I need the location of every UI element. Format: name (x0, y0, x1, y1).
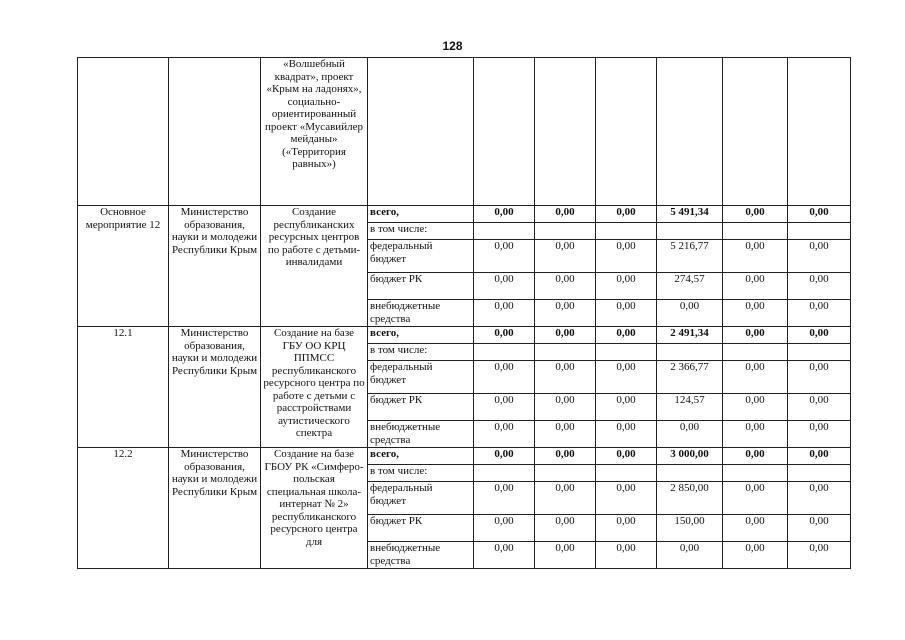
funding-type: бюджет РК (368, 515, 474, 542)
amount-cell: 0,00 (596, 240, 657, 273)
amount-cell (788, 465, 851, 482)
amount-cell: 0,00 (723, 361, 788, 394)
activity-description: Создание республиканских ресурсных центров по работе с детьми-инвалидами (261, 206, 368, 327)
amount-cell (535, 344, 596, 361)
amount-cell: 0,00 (596, 300, 657, 327)
amount-cell: 0,00 (474, 542, 535, 569)
funding-type: бюджет РК (368, 273, 474, 300)
value-cell (657, 58, 723, 206)
amount-cell: 0,00 (596, 206, 657, 223)
amount-cell: 0,00 (788, 240, 851, 273)
amount-cell: 0,00 (474, 273, 535, 300)
activity-id: 12.1 (78, 327, 169, 448)
amount-cell: 0,00 (535, 361, 596, 394)
amount-cell: 0,00 (723, 421, 788, 448)
amount-cell: 0,00 (596, 515, 657, 542)
amount-cell: 0,00 (596, 361, 657, 394)
activity-id: 12.2 (78, 448, 169, 569)
amount-cell: 0,00 (535, 300, 596, 327)
responsible-organization: Министерство образования, науки и молодежи Республики Крым (169, 448, 261, 569)
amount-cell: 0,00 (535, 240, 596, 273)
section-total-row (78, 448, 851, 465)
value-cell (723, 58, 788, 206)
amount-cell: 0,00 (474, 327, 535, 344)
amount-cell (474, 344, 535, 361)
funding-type: в том числе: (368, 465, 474, 482)
funding-type: внебюджетные средства (368, 300, 474, 327)
funding-type: в том числе: (368, 223, 474, 240)
amount-cell: 0,00 (535, 448, 596, 465)
funding-type: в том числе: (368, 344, 474, 361)
amount-cell: 0,00 (723, 542, 788, 569)
funding-type: внебюджетные средства (368, 421, 474, 448)
responsible-organization: Министерство образования, науки и молодежи Республики Крым (169, 327, 261, 448)
amount-cell: 0,00 (788, 327, 851, 344)
amount-cell (723, 344, 788, 361)
amount-cell: 2 366,77 (657, 361, 723, 394)
continuation-row (78, 58, 851, 206)
amount-cell (535, 465, 596, 482)
amount-cell (596, 465, 657, 482)
amount-cell: 0,00 (657, 542, 723, 569)
amount-cell (723, 223, 788, 240)
amount-cell: 0,00 (596, 542, 657, 569)
value-cell (596, 58, 657, 206)
amount-cell: 0,00 (596, 448, 657, 465)
amount-cell: 0,00 (535, 542, 596, 569)
funding-type: всего, (368, 448, 474, 465)
amount-cell: 2 491,34 (657, 327, 723, 344)
amount-cell: 0,00 (723, 394, 788, 421)
amount-cell (596, 344, 657, 361)
amount-cell: 0,00 (788, 206, 851, 223)
amount-cell: 0,00 (474, 361, 535, 394)
activity-description: Создание на базе ГБУ ОО КРЦ ППМСС республиканского ресурсного центра по работе с детьми с расстройствами аутистического спектра (261, 327, 368, 448)
funding-type-cell (368, 58, 474, 206)
amount-cell: 124,57 (657, 394, 723, 421)
section-total-row (78, 327, 851, 344)
amount-cell (657, 223, 723, 240)
amount-cell: 0,00 (474, 482, 535, 515)
amount-cell: 0,00 (723, 482, 788, 515)
id-cell (78, 58, 169, 206)
funding-type: федеральный бюджет (368, 240, 474, 273)
amount-cell: 0,00 (474, 240, 535, 273)
amount-cell: 0,00 (474, 421, 535, 448)
amount-cell: 0,00 (474, 515, 535, 542)
amount-cell: 0,00 (723, 327, 788, 344)
amount-cell: 0,00 (596, 482, 657, 515)
amount-cell (788, 223, 851, 240)
amount-cell: 0,00 (723, 515, 788, 542)
amount-cell: 0,00 (788, 300, 851, 327)
activity-description: Создание на базе ГБОУ РК «Симферо-польская специальная школа-интернат № 2» республиканского ресурсного центра для (261, 448, 368, 569)
amount-cell: 0,00 (723, 273, 788, 300)
amount-cell (788, 344, 851, 361)
amount-cell (596, 223, 657, 240)
amount-cell: 0,00 (535, 394, 596, 421)
page-number: 128 (442, 39, 463, 53)
amount-cell: 0,00 (474, 448, 535, 465)
description-cell: «Волшебный квадрат», проект «Крым на ладонях», социально-ориентированный проект «Мусавийлер мейданы» («Территория равных») (261, 58, 368, 206)
amount-cell: 3 000,00 (657, 448, 723, 465)
amount-cell: 0,00 (788, 515, 851, 542)
amount-cell: 0,00 (723, 448, 788, 465)
amount-cell: 0,00 (723, 240, 788, 273)
amount-cell (535, 223, 596, 240)
amount-cell: 0,00 (788, 448, 851, 465)
budget-table (77, 57, 851, 569)
funding-type: внебюджетные средства (368, 542, 474, 569)
amount-cell: 0,00 (788, 482, 851, 515)
amount-cell: 0,00 (788, 542, 851, 569)
amount-cell: 5 216,77 (657, 240, 723, 273)
amount-cell: 0,00 (596, 394, 657, 421)
funding-type: бюджет РК (368, 394, 474, 421)
amount-cell: 0,00 (723, 206, 788, 223)
value-cell (788, 58, 851, 206)
amount-cell: 0,00 (723, 300, 788, 327)
funding-type: всего, (368, 327, 474, 344)
amount-cell: 0,00 (474, 300, 535, 327)
amount-cell: 0,00 (535, 421, 596, 448)
amount-cell: 0,00 (535, 482, 596, 515)
amount-cell (657, 465, 723, 482)
responsible-organization: Министерство образования, науки и молодежи Республики Крым (169, 206, 261, 327)
amount-cell: 0,00 (596, 327, 657, 344)
table-body (78, 58, 851, 569)
amount-cell: 0,00 (535, 206, 596, 223)
funding-type: федеральный бюджет (368, 361, 474, 394)
value-cell (474, 58, 535, 206)
amount-cell (474, 465, 535, 482)
amount-cell: 0,00 (474, 206, 535, 223)
amount-cell (474, 223, 535, 240)
amount-cell: 0,00 (535, 327, 596, 344)
amount-cell: 150,00 (657, 515, 723, 542)
amount-cell: 0,00 (535, 515, 596, 542)
amount-cell: 0,00 (788, 394, 851, 421)
amount-cell: 5 491,34 (657, 206, 723, 223)
section-total-row (78, 206, 851, 223)
amount-cell: 0,00 (657, 421, 723, 448)
funding-type: всего, (368, 206, 474, 223)
amount-cell: 0,00 (788, 273, 851, 300)
amount-cell: 0,00 (596, 273, 657, 300)
org-cell (169, 58, 261, 206)
amount-cell: 0,00 (788, 421, 851, 448)
amount-cell: 274,57 (657, 273, 723, 300)
amount-cell (657, 344, 723, 361)
amount-cell: 0,00 (788, 361, 851, 394)
value-cell (535, 58, 596, 206)
amount-cell: 2 850,00 (657, 482, 723, 515)
amount-cell: 0,00 (657, 300, 723, 327)
activity-id: Основное мероприятие 12 (78, 206, 169, 327)
amount-cell (723, 465, 788, 482)
amount-cell: 0,00 (596, 421, 657, 448)
amount-cell: 0,00 (474, 394, 535, 421)
funding-type: федеральный бюджет (368, 482, 474, 515)
amount-cell: 0,00 (535, 273, 596, 300)
